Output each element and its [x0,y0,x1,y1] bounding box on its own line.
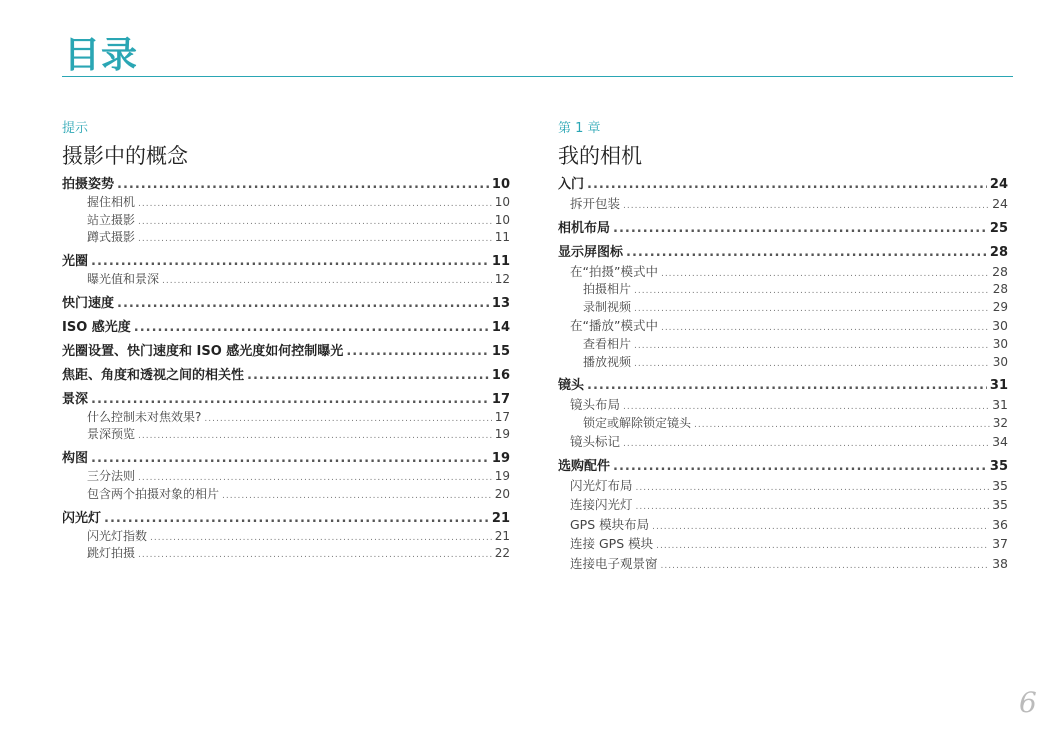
toc-entry-title: 景深预览 [87,427,136,442]
section-label-chapter: 第 1 章 [558,121,601,136]
toc-entry[interactable] [558,281,1008,299]
toc-entry-page: 21 [494,528,510,543]
dot-leader [626,243,987,262]
dot-leader [656,537,989,554]
toc-entry[interactable] [62,212,510,230]
toc-entry-page: 38 [992,555,1008,571]
dot-leader [634,283,990,299]
dot-leader [134,318,489,337]
toc-entry-title: 站立摄影 [87,212,136,227]
toc-entry-title: 拆开包装 [570,196,621,211]
toc-entry-page: 19 [491,451,510,467]
dot-leader [138,470,492,486]
toc-entry-page: 10 [494,195,510,209]
toc-entry[interactable] [62,468,510,486]
toc-entry-title: 录制视频 [583,299,632,314]
toc-entry[interactable] [62,409,510,427]
toc-entry[interactable] [62,175,510,194]
toc-entry-title: 锁定或解除锁定镜头 [583,415,692,430]
dot-leader [138,231,492,247]
toc-entry[interactable] [558,262,1008,282]
toc-entry[interactable] [558,515,1008,535]
toc-entry[interactable] [62,486,510,504]
toc-entry-title: 入门 [558,177,585,192]
toc-entry[interactable] [62,252,510,271]
toc-entry[interactable] [558,395,1008,415]
dot-leader [91,252,489,271]
toc-entry[interactable] [558,219,1008,238]
left-column [62,118,510,563]
toc-entry-page: 37 [992,536,1008,552]
toc-entry[interactable] [62,318,510,337]
toc-entry-page: 29 [992,299,1008,314]
toc-entry[interactable] [558,457,1008,476]
toc-entry-title: 镜头布局 [570,397,621,413]
toc-entry-page: 11 [491,254,510,270]
toc-entry-page: 28 [989,244,1008,260]
toc-entry[interactable] [558,432,1008,452]
dot-leader [623,398,989,415]
dot-leader [623,197,989,214]
toc-entry-title: 曝光值和景深 [87,272,160,287]
toc-entry[interactable] [62,366,510,385]
dot-leader [162,273,492,289]
dot-leader [346,342,489,361]
toc-entry-title: 光圈设置、快门速度和 ISO 感光度如何控制曝光 [62,343,344,359]
toc-entry[interactable] [62,509,510,528]
toc-entry-title: 拍摄相片 [583,282,632,296]
toc-entry-title: 什么控制未对焦效果? [87,409,202,424]
toc-list-left [62,175,510,563]
toc-entry-page: 11 [494,230,510,245]
toc-entry-title: 在“播放”模式中 [570,318,658,334]
section-title-my-camera: 我的相机 [558,144,642,168]
toc-entry[interactable] [558,354,1008,372]
toc-entry-page: 21 [491,510,510,526]
dot-leader [222,488,492,504]
dot-leader [587,376,987,395]
toc-entry-title: 选购配件 [558,458,611,474]
toc-entry-page: 13 [491,295,510,311]
toc-entry[interactable] [558,299,1008,317]
dot-leader [138,428,492,444]
toc-entry[interactable] [62,528,510,546]
toc-entry-page: 36 [992,516,1008,532]
toc-entry-title: 镜头 [558,378,585,394]
dot-leader [104,509,489,528]
toc-entry-page: 14 [491,319,510,335]
toc-entry-page: 17 [494,409,510,424]
toc-entry-title: 镜头标记 [570,434,621,450]
right-column [558,118,1008,573]
toc-entry-title: 闪光灯指数 [87,528,148,543]
toc-entry-title: 闪光灯布局 [570,477,633,493]
toc-entry[interactable] [62,194,510,212]
title-divider [62,76,1013,77]
dot-leader [694,417,990,433]
toc-entry-title: 蹲式摄影 [87,230,136,245]
toc-entry[interactable] [62,271,510,289]
toc-entry-title: 跳灯拍摄 [87,546,136,561]
dot-leader [652,518,989,535]
toc-entry[interactable] [558,376,1008,395]
toc-entry-page: 31 [989,378,1008,394]
toc-entry-title: 在“拍摄”模式中 [570,263,658,279]
toc-entry-title: 包含两个拍摄对象的相片 [87,486,220,501]
toc-entry-page: 35 [992,477,1008,493]
toc-entry-title: 闪光灯 [62,510,102,526]
dot-leader [634,356,990,372]
toc-entry-title: 查看相片 [583,336,632,351]
toc-entry-title: 连接电子观景窗 [570,555,658,571]
toc-entry-title: 握住相机 [87,195,136,209]
section-label-tips: 提示 [62,121,89,136]
toc-entry-page: 24 [989,177,1008,192]
toc-entry-page: 10 [491,177,510,192]
toc-entry-page: 16 [491,367,510,383]
toc-entry[interactable] [558,243,1008,262]
toc-entry[interactable] [558,495,1008,515]
dot-leader [150,530,492,546]
dot-leader [138,196,492,212]
toc-entry[interactable] [558,194,1008,214]
dot-leader [634,338,990,354]
toc-entry-title: 拍摄姿势 [62,177,115,192]
dot-leader [613,219,987,238]
toc-entry-title: 构图 [62,451,89,467]
toc-entry[interactable] [62,426,510,444]
toc-entry-title: ISO 感光度 [62,319,131,335]
dot-leader [636,479,990,496]
toc-entry[interactable] [558,534,1008,554]
toc-entry-title: 显示屏图标 [558,244,624,260]
toc-entry[interactable] [62,342,510,361]
toc-entry-title: 焦距、角度和透视之间的相关性 [62,367,245,383]
dot-leader [661,557,990,574]
dot-leader [587,175,987,194]
toc-entry-page: 24 [992,196,1008,211]
toc-entry-title: 快门速度 [62,295,115,311]
toc-entry-page: 31 [992,397,1008,413]
toc-entry-page: 20 [494,486,510,501]
dot-leader [204,411,491,427]
toc-entry-title: 播放视频 [583,354,632,369]
toc-entry[interactable] [558,415,1008,433]
toc-entry-title: 相机布局 [558,220,611,236]
toc-entry-title: 连接 GPS 模块 [570,536,654,552]
toc-entry-page: 12 [494,272,510,287]
toc-entry-page: 35 [992,497,1008,513]
toc-entry-page: 25 [989,220,1008,236]
toc-entry[interactable] [62,229,510,247]
dot-leader [623,435,989,452]
toc-entry-title: GPS 模块布局 [570,516,650,532]
toc-entry[interactable] [62,294,510,313]
toc-entry-page: 34 [992,434,1008,450]
section-title-concepts: 摄影中的概念 [62,144,188,168]
toc-entry-page: 10 [494,212,510,227]
page-number: 6 [1019,686,1037,719]
toc-list-right [558,175,1008,573]
toc-entry-page: 19 [494,469,510,484]
toc-entry-page: 30 [992,336,1008,351]
dot-leader [91,449,489,468]
toc-entry-page: 22 [494,546,510,561]
toc-entry-page: 30 [992,354,1008,369]
toc-entry[interactable] [558,316,1008,336]
toc-entry[interactable] [558,175,1008,194]
toc-entry-page: 35 [989,458,1008,474]
toc-entry[interactable] [558,336,1008,354]
toc-entry-title: 连接闪光灯 [570,497,633,513]
dot-leader [138,547,492,563]
toc-entry[interactable] [62,449,510,468]
dot-leader [636,498,990,515]
dot-leader [661,265,989,282]
toc-entry-page: 32 [992,415,1008,430]
toc-entry-page: 15 [491,343,510,359]
toc-entry[interactable] [62,545,510,563]
toc-entry-title: 景深 [62,391,89,407]
toc-entry-page: 28 [992,282,1008,296]
toc-entry-page: 30 [992,318,1008,334]
dot-leader [117,175,489,194]
toc-entry[interactable] [62,390,510,409]
page-title: 目录 [64,35,139,76]
dot-leader [117,294,489,313]
toc-entry-page: 19 [494,427,510,442]
dot-leader [613,457,987,476]
toc-entry-page: 28 [992,263,1008,279]
dot-leader [247,366,489,385]
toc-entry[interactable] [558,476,1008,496]
toc-entry-title: 光圈 [62,254,89,270]
toc-entry[interactable] [558,554,1008,574]
toc-entry-page: 17 [491,391,510,407]
dot-leader [91,390,489,409]
dot-leader [634,301,990,317]
dot-leader [661,319,989,336]
dot-leader [138,214,492,230]
toc-entry-title: 三分法则 [87,469,136,484]
